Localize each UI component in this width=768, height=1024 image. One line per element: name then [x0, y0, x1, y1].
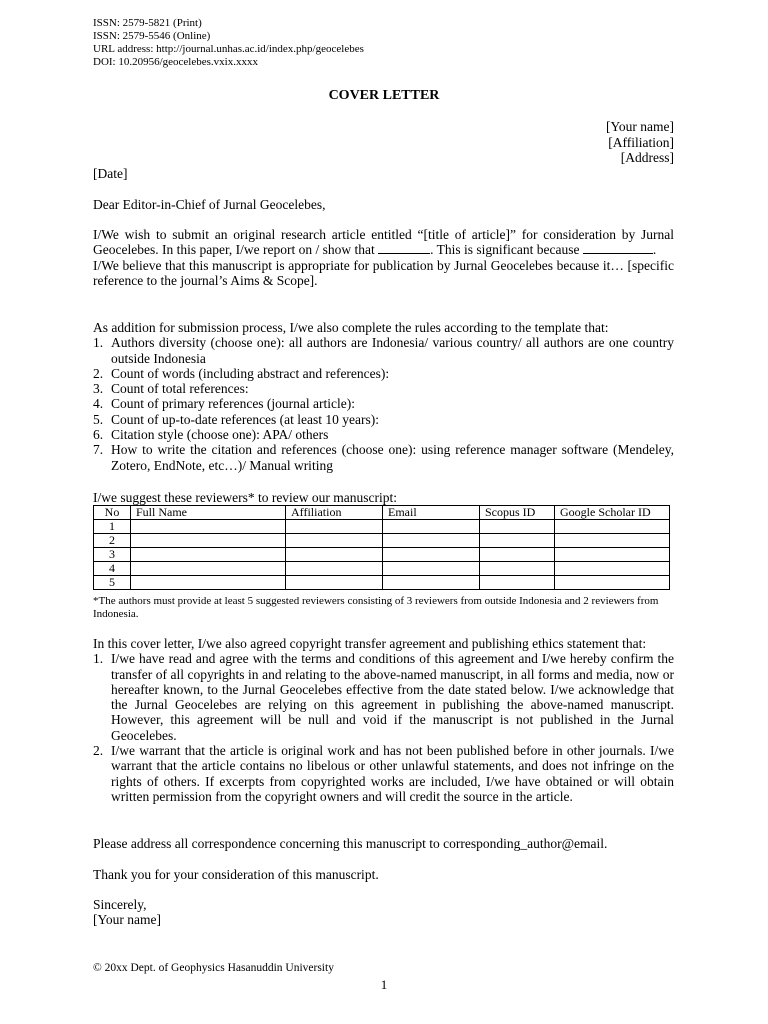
cell: [555, 534, 670, 548]
intro-text-a: I/We wish to submit an original research article entitled “[title of article]” for consideration by Jurnal Geocelebes. In this paper, I/we report on / show that: [93, 227, 674, 258]
intro-text-c: .: [652, 242, 657, 258]
row-number: 5: [94, 576, 131, 590]
column-header-email: Email: [383, 506, 480, 520]
salutation: Dear Editor-in-Chief of Jurnal Geocelebes,: [93, 197, 326, 212]
row-number: 4: [94, 562, 131, 576]
journal-header: [93, 17, 364, 69]
cell: [555, 576, 670, 590]
cell: [286, 548, 383, 562]
table-header-row: [94, 506, 670, 520]
agreement-list: [93, 651, 674, 804]
url-address: URL address: http://journal.unhas.ac.id/index.php/geocelebes: [93, 43, 364, 55]
closing: Sincerely,: [93, 897, 147, 912]
table-row: [94, 534, 670, 548]
row-number: 3: [94, 548, 131, 562]
rules-list: [93, 335, 674, 473]
agreement-intro: In this cover letter, I/we also agreed copyright transfer agreement and publishing ethics statement that:: [93, 636, 647, 651]
column-header-scopus-id: Scopus ID: [480, 506, 555, 520]
row-number: 2: [94, 534, 131, 548]
cell: [286, 562, 383, 576]
table-row: [94, 576, 670, 590]
cell: [131, 520, 286, 534]
page-title: COVER LETTER: [328, 88, 440, 103]
list-item: 2. Count of words (including abstract and references):: [93, 365, 390, 381]
list-item: 1. Authors diversity (choose one): all authors are Indonesia/ various country/ all authors are one country outside Indonesia: [93, 335, 674, 366]
cell: [480, 520, 555, 534]
sender-affiliation: [Affiliation]: [608, 134, 674, 150]
date: [Date]: [93, 166, 128, 181]
cell: [383, 520, 480, 534]
reviewers-table: [93, 505, 670, 590]
table-row: [94, 548, 670, 562]
list-item: 3. Count of total references:: [93, 381, 249, 397]
cell: [131, 548, 286, 562]
cell: [555, 548, 670, 562]
cell: [480, 534, 555, 548]
column-header-google-scholar-id: Google Scholar ID: [555, 506, 670, 520]
list-item: 1. I/we have read and agree with the terms and conditions of this agreement and I/we hereby confirm the transfer of all copyrights in and relating to the above-named manuscript, in all forms and media, now or hereafter known, to the Jurnal Geocelebes effective from the date stated below. I/we acknowledge that the Jurnal Geocelebes are relying on this agreement in publishing the above-named manuscript. However, this agreement will be null and void if the manuscript is not published in the Jurnal Geocelebes.: [93, 651, 674, 743]
list-item: 5. Count of up-to-date references (at least 10 years):: [93, 411, 380, 427]
table-row: [94, 562, 670, 576]
sender-address: [Address]: [620, 150, 674, 165]
cell: [383, 548, 480, 562]
column-header-affiliation: Affiliation: [286, 506, 383, 520]
thanks-line: Thank you for your consideration of this manuscript.: [93, 867, 379, 882]
correspondence-line: Please address all correspondence concerning this manuscript to corresponding_author@email.: [93, 836, 608, 851]
page-footer: © 20xx Dept. of Geophysics Hasanuddin University: [93, 962, 334, 974]
cell: [286, 534, 383, 548]
cell: [480, 562, 555, 576]
cell: [480, 548, 555, 562]
reviewers-footnote: *The authors must provide at least 5 suggested reviewers consisting of 3 reviewers from outside Indonesia and 2 reviewers from Indonesia.: [93, 595, 659, 620]
agreement-section: [93, 636, 674, 804]
cell: [383, 562, 480, 576]
cell: [131, 576, 286, 590]
sender-name: [Your name]: [606, 119, 674, 134]
issn-print: ISSN: 2579-5821 (Print): [93, 17, 202, 29]
issn-online: ISSN: 2579-5546 (Online): [93, 30, 211, 42]
cell: [555, 520, 670, 534]
cell: [480, 576, 555, 590]
list-item: 4. Count of primary references (journal article):: [93, 396, 356, 412]
column-header-no: No: [94, 506, 131, 520]
scope-paragraph: I/We believe that this manuscript is appropriate for publication by Jurnal Geocelebes because it… [specific reference to the journal’s Aims & Scope].: [93, 257, 674, 288]
list-item: 7. How to write the citation and references (choose one): using reference manager software (Mendeley, Zotero, EndNote, etc…)/ Manual writing: [93, 442, 674, 473]
page-number: 1: [380, 977, 388, 992]
cell: [383, 576, 480, 590]
intro-text-b: . This is significant because: [430, 242, 580, 258]
cell: [131, 562, 286, 576]
row-number: 1: [94, 520, 131, 534]
blank-line: [378, 242, 430, 254]
cell: [383, 534, 480, 548]
cell: [286, 576, 383, 590]
reviewers-intro: I/we suggest these reviewers* to review our manuscript:: [93, 490, 398, 505]
cell: [286, 520, 383, 534]
sender-block: [606, 119, 674, 166]
cell: [131, 534, 286, 548]
rules-intro: As addition for submission process, I/we also complete the rules according to the template that:: [93, 320, 609, 335]
intro-paragraph: [93, 227, 674, 288]
rules-section: [93, 320, 674, 473]
list-item: 6. Citation style (choose one): APA/ others: [93, 427, 329, 443]
cell: [555, 562, 670, 576]
closing-block: [93, 897, 674, 928]
doi: DOI: 10.20956/geocelebes.vxix.xxxx: [93, 56, 258, 68]
column-header-full-name: Full Name: [131, 506, 286, 520]
signature: [Your name]: [93, 912, 161, 928]
table-row: [94, 520, 670, 534]
list-item: 2. I/we warrant that the article is original work and has not been published before in other journals. I/we warrant that the article contains no libelous or other unlawful statements, and does not infringe on the rights of others. If excerpts from copyrighted works are included, I/we have obtained or will obtain written permission from the copyright owners and will credit the source in the article.: [93, 743, 674, 804]
blank-line: [583, 242, 653, 254]
